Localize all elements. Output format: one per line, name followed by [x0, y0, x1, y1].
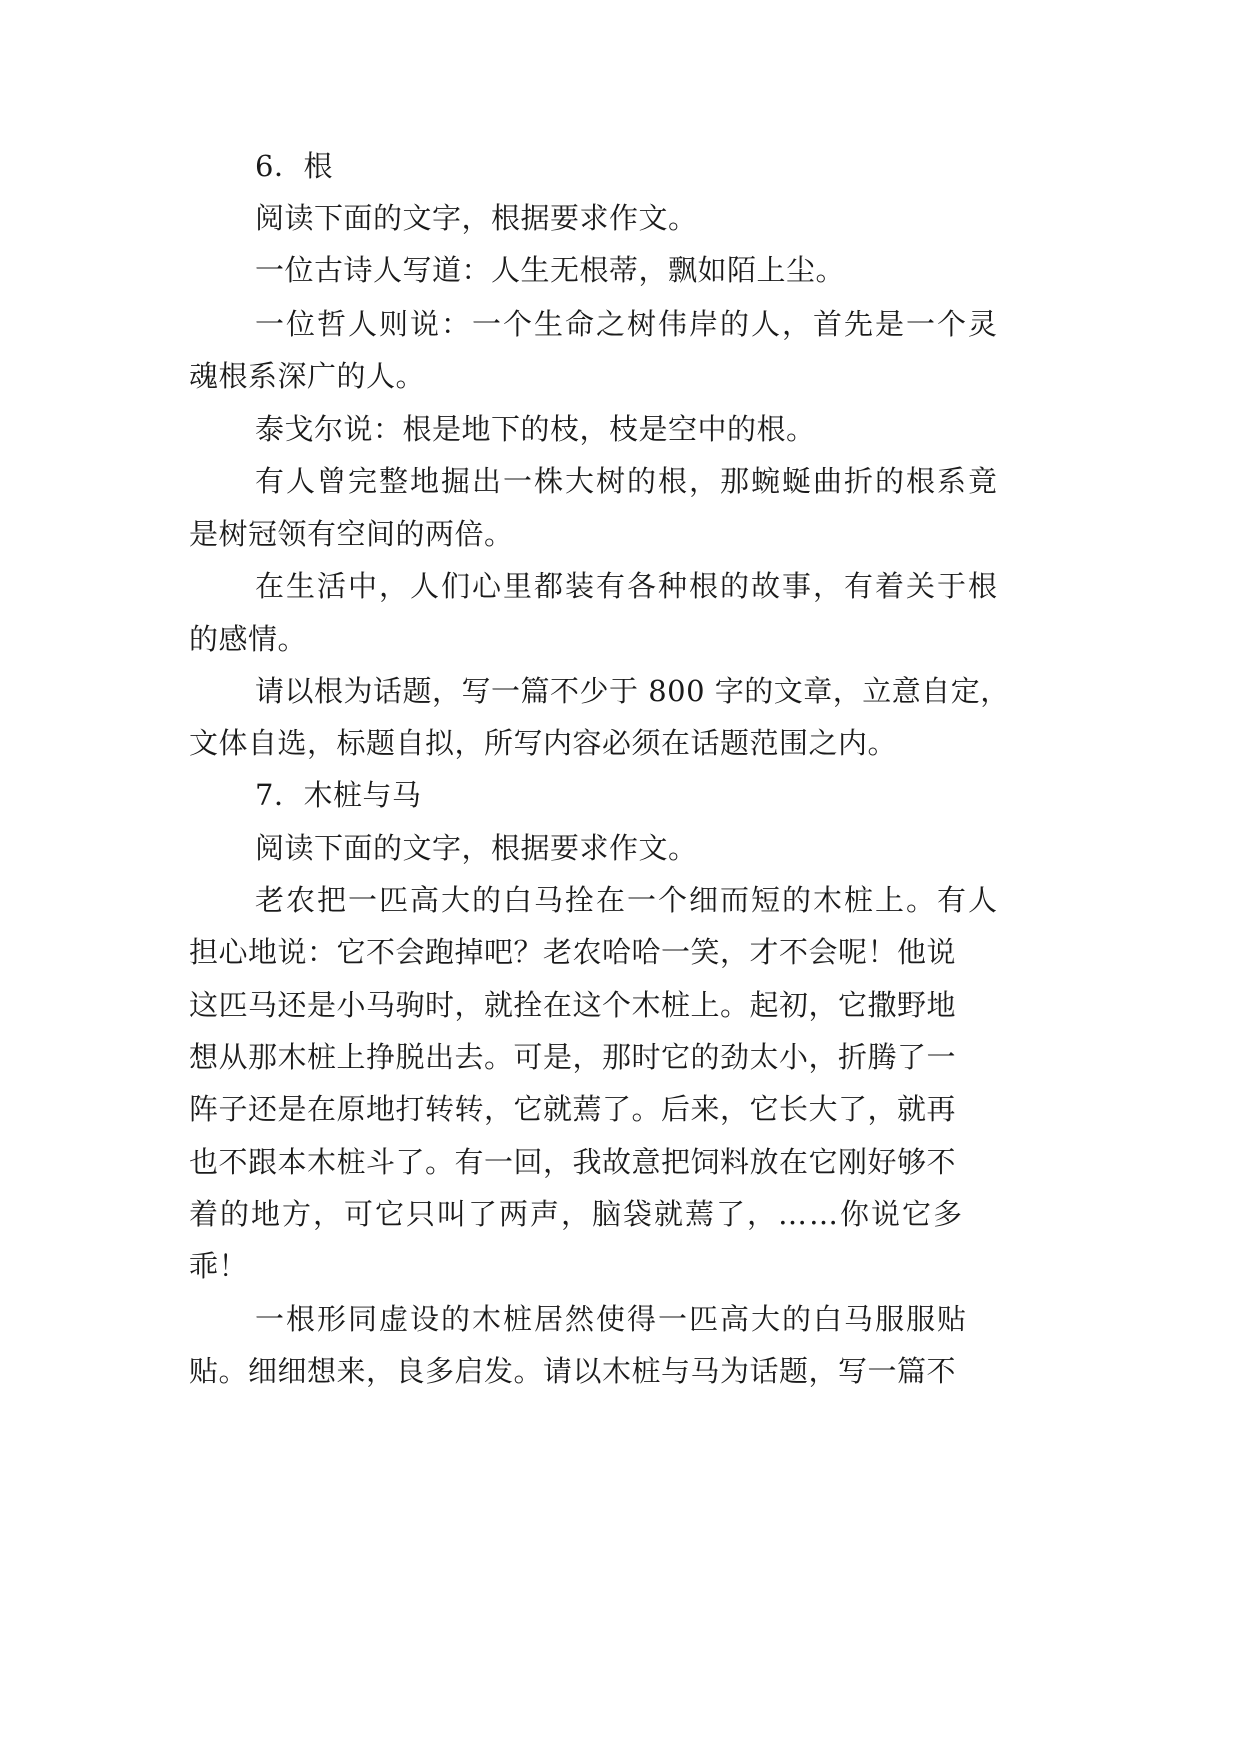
paragraph-line: 文体自选，标题自拟，所写内容必须在话题范围之内。: [189, 726, 898, 760]
paragraph-line: 是树冠领有空间的两倍。: [189, 517, 514, 551]
paragraph-line: 乖！: [189, 1249, 249, 1283]
paragraph-line: 一位哲人则说：一个生命之树伟岸的人，首先是一个灵: [255, 307, 1000, 341]
paragraph-line: 一位古诗人写道：人生无根蒂，飘如陌上尘。: [255, 253, 846, 287]
paragraph-line: 阵子还是在原地打转转，它就蔫了。后来，它长大了，就再: [189, 1092, 957, 1126]
paragraph-line: 的感情。: [189, 622, 308, 656]
instruction-line: 阅读下面的文字，根据要求作文。: [255, 831, 698, 865]
heading-topic-7: 7．木桩与马: [255, 778, 422, 812]
paragraph-line: 魂根系深广的人。: [189, 359, 426, 393]
paragraph-line: 贴。细细想来，良多启发。请以木桩与马为话题，写一篇不: [189, 1354, 957, 1388]
paragraph-line: 老农把一匹高大的白马拴在一个细而短的木桩上。有人: [255, 883, 1000, 917]
paragraph-line: 这匹马还是小马驹时，就拴在这个木桩上。起初，它撒野地: [189, 988, 957, 1022]
paragraph-line: 担心地说：它不会跑掉吧？老农哈哈一笑，才不会呢！他说: [189, 935, 957, 969]
paragraph-line: 一根形同虚设的木桩居然使得一匹高大的白马服服贴: [255, 1302, 969, 1336]
paragraph-line: 在生活中，人们心里都装有各种根的故事，有着关于根: [255, 569, 1000, 603]
paragraph-line: 泰戈尔说：根是地下的枝，枝是空中的根。: [255, 412, 816, 446]
paragraph-line: 也不跟本木桩斗了。有一回，我故意把饲料放在它刚好够不: [189, 1145, 957, 1179]
paragraph-line: 想从那木桩上挣脱出去。可是，那时它的劲太小，折腾了一: [189, 1040, 957, 1074]
heading-topic-6: 6．根: [255, 149, 333, 183]
paragraph-line: 有人曾完整地掘出一株大树的根，那蜿蜒曲折的根系竟: [255, 464, 1000, 498]
instruction-line: 阅读下面的文字，根据要求作文。: [255, 201, 698, 235]
paragraph-line: 着的地方，可它只叫了两声，脑袋就蔫了，……你说它多: [189, 1197, 965, 1231]
paragraph-line: 请以根为话题，写一篇不少于 800 字的文章，立意自定，: [255, 674, 1010, 708]
